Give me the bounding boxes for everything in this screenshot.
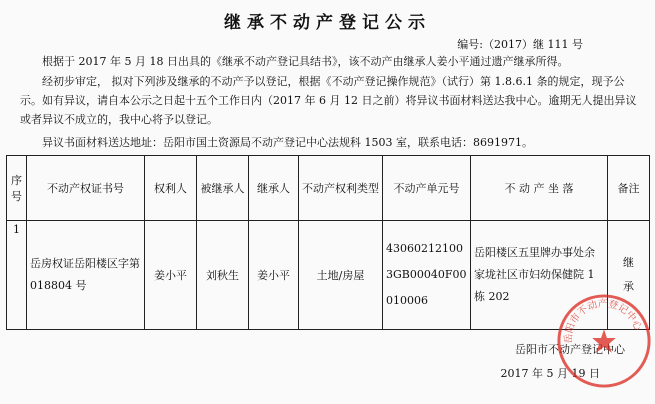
table-cell: 姜小平 [249, 221, 299, 330]
notice-title: 继承不动产登记公示 [224, 13, 431, 33]
table-cell: 刘秋生 [197, 221, 249, 330]
header-cell: 权利人 [145, 156, 197, 221]
table-row [7, 221, 650, 330]
document-number: 编号:（2017）继 111 号 [457, 38, 583, 51]
registration-table [6, 155, 650, 330]
header-cell: 被继承人 [197, 156, 249, 221]
table-cell: 岳阳楼区五里牌办事处余家垅社区市妇幼保健院 1 栋 202 [471, 221, 608, 330]
table-cell: 430602121003GB00040F00010006 [383, 221, 471, 330]
paragraph-basis: 根据于 2017 年 5 月 18 日出具的《继承不动产登记具结书》，该不动产由继承人姜小平通过遗产继承所得。 [42, 55, 569, 68]
official-seal-stamp [555, 292, 653, 390]
seal-star-icon [592, 329, 616, 353]
header-cell: 不动产权利类型 [299, 156, 383, 221]
paragraph-review: 经初步审定， 拟对下列涉及继承的不动产予以登记，根据《不动产登记操作规范》（试行）第 1.8.6.1 条的规定，现予公示。如有异议，请自本公示之日起十五个工作日内（2017 年 6 月 12 日之前）将异议书面材料送达我中心。逾期无人提出异议或者异议不成立的，我中心将予以登记。 [20, 75, 637, 126]
table-cell: 岳房权证岳阳楼区字第 018804 号 [27, 221, 145, 330]
header-cell: 序号 [7, 156, 27, 221]
issue-date: 2017 年 5 月 19 日 [500, 367, 600, 380]
header-cell: 继承人 [249, 156, 299, 221]
issuing-organization: 岳阳市不动产登记中心 [515, 343, 625, 356]
table-cell: 土地/房屋 [299, 221, 383, 330]
header-cell: 不动产权证书号 [27, 156, 145, 221]
paragraph-address: 异议书面材料送达地址：岳阳市国土资源局不动产登记中心法规科 1503 室，联系电话：8691971。 [42, 136, 533, 149]
table-cell: 继承 [608, 221, 650, 330]
table-cell: 姜小平 [145, 221, 197, 330]
table-cell: 1 [7, 221, 27, 330]
header-cell: 不动产单元号 [383, 156, 471, 221]
header-cell: 不 动 产 坐 落 [471, 156, 608, 221]
header-cell: 备注 [608, 156, 650, 221]
seal-text-path: 岳阳市不动产登记中心 [563, 298, 644, 344]
table-header-row [7, 156, 650, 221]
